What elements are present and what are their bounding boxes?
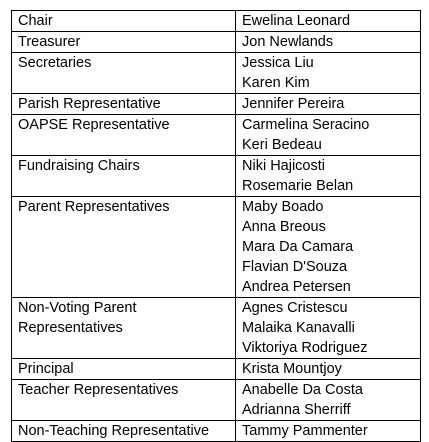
role-cell: [12, 11, 236, 32]
people-cell: [236, 32, 421, 53]
role-label: OAPSE Representative: [18, 117, 170, 133]
role-cell: [12, 359, 236, 380]
people-cell: [236, 298, 421, 359]
role-cell: [12, 32, 236, 53]
person-name: Maby Boado: [242, 199, 324, 215]
person-name: Jessica Liu: [242, 55, 314, 71]
role-label: Parent Representatives: [18, 199, 170, 215]
person-name: Ewelina Leonard: [242, 13, 351, 29]
role-label: Representatives: [18, 320, 123, 336]
people-cell: [236, 53, 421, 94]
role-label: Principal: [18, 361, 74, 377]
table-row: [12, 197, 421, 298]
role-label: Parish Representative: [18, 96, 161, 112]
person-name: Jon Newlands: [242, 34, 334, 50]
role-label: Non-Teaching Representative: [18, 423, 210, 439]
table-row: [12, 298, 421, 359]
role-label: Non-Voting Parent: [18, 300, 137, 316]
role-cell: [12, 421, 236, 442]
person-name: Jennifer Pereira: [242, 96, 345, 112]
role-cell: [12, 156, 236, 197]
person-name: Niki Hajicosti: [242, 158, 325, 174]
table-row: [12, 11, 421, 32]
role-cell: [12, 53, 236, 94]
person-name: Krista Mountjoy: [242, 361, 342, 377]
role-label: Teacher Representatives: [18, 382, 179, 398]
person-name: Malaika Kanavalli: [242, 320, 355, 336]
role-label: Treasurer: [18, 34, 81, 50]
table-row: [12, 115, 421, 156]
person-name: Agnes Cristescu: [242, 300, 348, 316]
role-cell: [12, 380, 236, 421]
person-name: Karen Kim: [242, 75, 310, 91]
person-name: Mara Da Camara: [242, 239, 354, 255]
person-name: Keri Bedeau: [242, 137, 322, 153]
table-row: [12, 421, 421, 442]
person-name: Adrianna Sherriff: [242, 402, 351, 418]
table-row: [12, 53, 421, 94]
table-row: [12, 94, 421, 115]
person-name: Tammy Pammenter: [242, 423, 368, 439]
role-label: Secretaries: [18, 55, 92, 71]
people-cell: [236, 94, 421, 115]
role-cell: [12, 197, 236, 298]
table-row: [12, 380, 421, 421]
people-cell: [236, 156, 421, 197]
role-label: Fundraising Chairs: [18, 158, 140, 174]
role-cell: [12, 94, 236, 115]
role-cell: [12, 298, 236, 359]
people-cell: [236, 197, 421, 298]
role-cell: [12, 115, 236, 156]
table-row: [12, 359, 421, 380]
people-cell: [236, 115, 421, 156]
people-cell: [236, 11, 421, 32]
role-label: Chair: [18, 13, 53, 29]
person-name: Anna Breous: [242, 219, 326, 235]
person-name: Anabelle Da Costa: [242, 382, 363, 398]
person-name: Rosemarie Belan: [242, 178, 354, 194]
table-row: [12, 32, 421, 53]
people-cell: [236, 380, 421, 421]
roles-table: [11, 10, 421, 442]
person-name: Carmelina Seracino: [242, 117, 370, 133]
table-row: [12, 156, 421, 197]
people-cell: [236, 421, 421, 442]
people-cell: [236, 359, 421, 380]
person-name: Flavian D'Souza: [242, 259, 348, 275]
person-name: Andrea Petersen: [242, 279, 351, 295]
person-name: Viktoriya Rodriguez: [242, 340, 368, 356]
